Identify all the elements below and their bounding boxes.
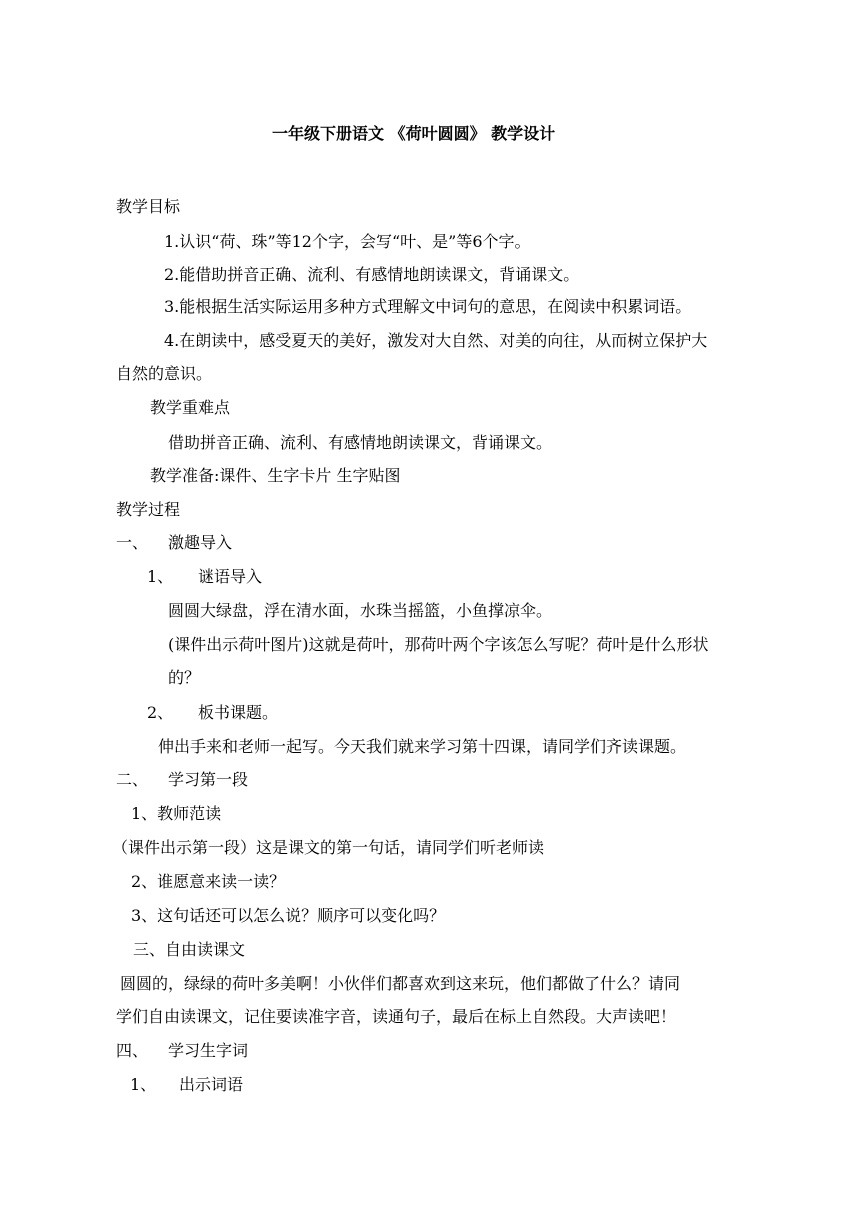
- key-points-text: 借助拼音正确、流利、有感情地朗读课文，背诵课文。: [168, 433, 553, 452]
- part1-item1-title: 谜语导入: [198, 567, 263, 586]
- part1-note-line1: (课件出示荷叶图片)这就是荷叶，那荷叶两个字该怎么写呢？荷叶是什么形状: [168, 635, 709, 654]
- part1-number: 一、: [116, 533, 149, 552]
- goals-heading: 教学目标: [116, 197, 181, 216]
- part1-item2-text: 伸出手来和老师一起写。今天我们就来学习第十四课，请同学们齐读课题。: [158, 737, 687, 756]
- part2-item3: 3、这句话还可以怎么说？顺序可以变化吗？: [131, 906, 446, 925]
- riddle-text: 圆圆大绿盘，浮在清水面，水珠当摇篮，小鱼撑凉伞。: [168, 601, 553, 620]
- part3-heading: 三、自由读课文: [133, 940, 246, 959]
- document-title: 一年级下册语文 《荷叶圆圆》 教学设计: [272, 124, 556, 143]
- part4-title: 学习生字词: [168, 1041, 249, 1060]
- part3-line2: 学们自由读课文，记住要读准字音，读通句子，最后在标上自然段。大声读吧！: [116, 1007, 677, 1026]
- goal-item-2: 2.能借助拼音正确、流利、有感情地朗读课文，背诵课文。: [164, 265, 580, 284]
- part4-number: 四、: [116, 1041, 149, 1060]
- part2-title: 学习第一段: [168, 770, 249, 789]
- part1-item2-number: 2、: [147, 703, 174, 722]
- part4-item1-number: 1、: [130, 1075, 157, 1094]
- preparation-line: 教学准备:课件、生字卡片 生字贴图: [150, 466, 401, 485]
- part1-item2-title: 板书课题。: [198, 703, 279, 722]
- part1-item1-number: 1、: [147, 567, 174, 586]
- goal-item-1: 1.认识“荷、珠”等12个字，会写“叶、是”等6个字。: [164, 232, 531, 251]
- goal-item-4-continued: 自然的意识。: [116, 364, 213, 383]
- part2-item2: 2、谁愿意来读一读？: [131, 872, 286, 891]
- key-points-heading: 教学重难点: [150, 398, 231, 417]
- part1-title: 激趣导入: [168, 533, 233, 552]
- part2-item1: 1、教师范读: [131, 804, 222, 823]
- part1-note-line2: 的？: [168, 668, 201, 687]
- process-heading: 教学过程: [116, 500, 181, 519]
- part3-line1: 圆圆的，绿绿的荷叶多美啊！小伙伴们都喜欢到这来玩，他们都做了什么？请同: [120, 974, 681, 993]
- part2-number: 二、: [116, 770, 149, 789]
- part2-item1-note: （课件出示第一段）这是课文的第一句话，请同学们听老师读: [112, 838, 545, 857]
- goal-item-3: 3.能根据生活实际运用多种方式理解文中词句的意思，在阅读中积累词语。: [164, 297, 692, 316]
- part4-item1-title: 出示词语: [179, 1075, 244, 1094]
- goal-item-4: 4.在朗读中，感受夏天的美好，激发对大自然、对美的向往，从而树立保护大: [164, 331, 708, 350]
